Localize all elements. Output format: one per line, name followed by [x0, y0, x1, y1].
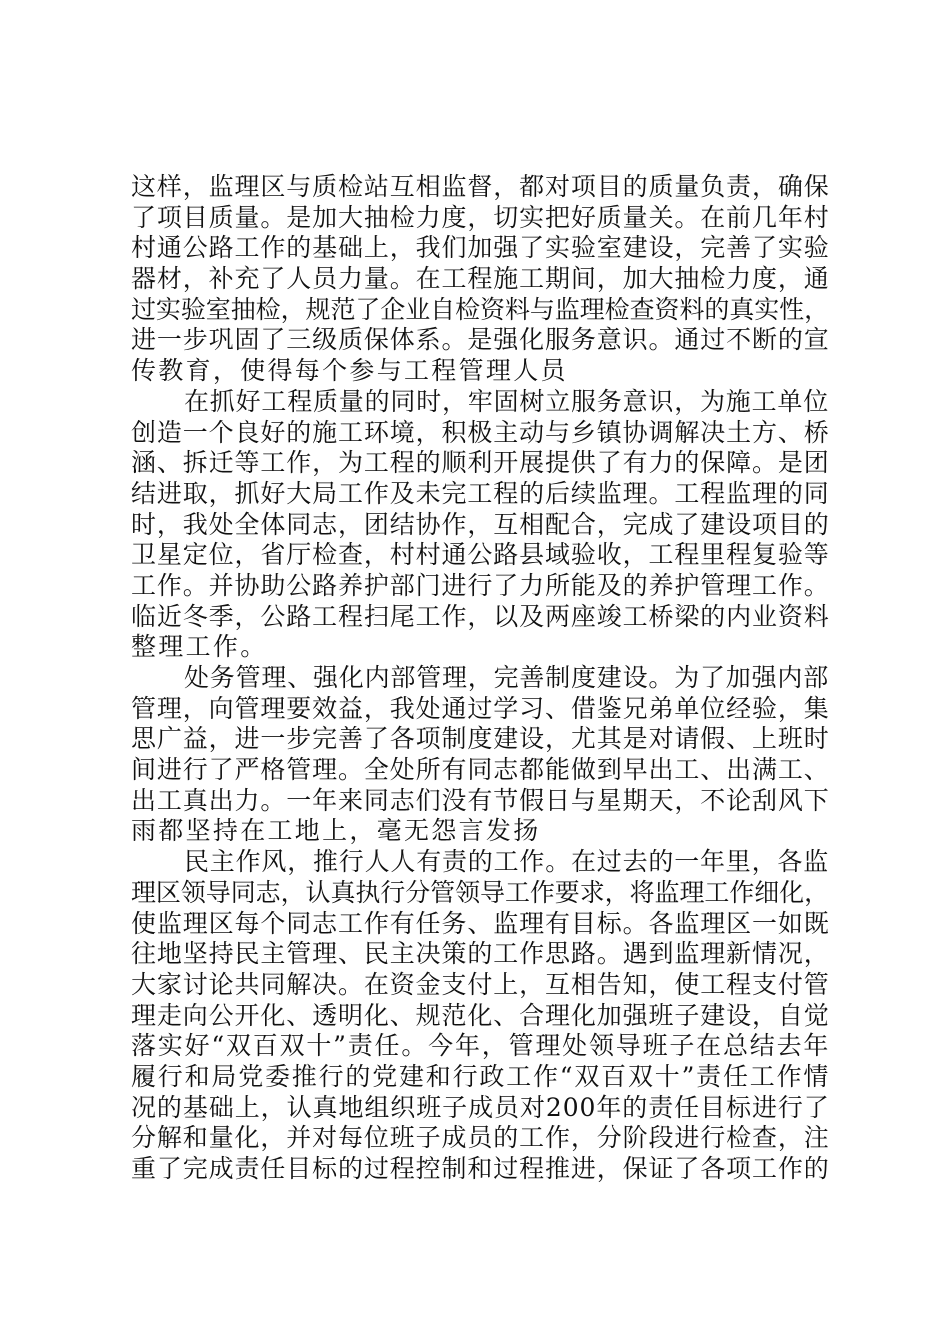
- text-line: 出工真出力。一年来同志们没有节假日与星期天，不论刮风下: [131, 785, 830, 815]
- text-line: 间进行了严格管理。全处所有同志都能做到早出工、出满工、: [131, 755, 830, 785]
- body-text: [131, 172, 831, 1185]
- text-line: 临近冬季，公路工程扫尾工作，以及两座竣工桥梁的内业资料: [131, 601, 830, 631]
- paragraph-first-line: 民主作风，推行人人有责的工作。在过去的一年里，各监: [184, 847, 830, 877]
- text-line: 时，我处全体同志，团结协作，互相配合，完成了建设项目的: [131, 509, 830, 539]
- text-line: 传教育，使得每个参与工程管理人员: [131, 356, 568, 386]
- text-line: 了项目质量。是加大抽检力度，切实把好质量关。在前几年村: [131, 202, 830, 232]
- text-line: 器材，补充了人员力量。在工程施工期间，加大抽检力度，通: [131, 264, 830, 294]
- text-line: 卫星定位，省厅检查，村村通公路县域验收，工程里程复验等: [131, 540, 830, 570]
- text-line: 这样，监理区与质检站互相监督，都对项目的质量负责，确保: [131, 172, 830, 201]
- text-line: 过实验室抽检，规范了企业自检资料与监理检查资料的真实性，: [131, 294, 830, 324]
- text-line: 分解和量化，并对每位班子成员的工作，分阶段进行检查，注: [131, 1123, 830, 1153]
- text-line: 思广益，进一步完善了各项制度建设，尤其是对请假、上班时: [131, 724, 830, 754]
- text-line: 管理，向管理要效益，我处通过学习、借鉴兄弟单位经验，集: [131, 693, 830, 723]
- text-line: 大家讨论共同解决。在资金支付上，互相告知，使工程支付管: [131, 969, 830, 999]
- text-line: 结进取，抓好大局工作及未完工程的后续监理。工程监理的同: [131, 478, 830, 508]
- paragraph-first-line: 在抓好工程质量的同时，牢固树立服务意识，为施工单位: [184, 386, 830, 416]
- text-line: 创造一个良好的施工环境，积极主动与乡镇协调解决土方、桥: [131, 417, 830, 447]
- text-line: 使监理区每个同志工作有任务、监理有目标。各监理区一如既: [131, 908, 830, 938]
- text-line: 落实好“双百双十”责任。今年，管理处领导班子在总结去年: [131, 1031, 831, 1061]
- text-line: 进一步巩固了三级质保体系。是强化服务意识。通过不断的宣: [131, 325, 830, 355]
- paragraph-first-line: 处务管理、强化内部管理，完善制度建设。为了加强内部: [184, 663, 830, 692]
- text-line: 工作。并协助公路养护部门进行了力所能及的养护管理工作。: [131, 570, 830, 600]
- text-line: 履行和局党委推行的党建和行政工作“双百双十”责任工作情: [131, 1061, 831, 1091]
- text-line: 往地坚持民主管理、民主决策的工作思路。遇到监理新情况，: [131, 939, 830, 969]
- text-line: 整理工作。: [131, 632, 268, 662]
- text-line: 理区领导同志，认真执行分管领导工作要求，将监理工作细化，: [131, 877, 830, 907]
- text-line: 涵、拆迁等工作，为工程的顺利开展提供了有力的保障。是团: [131, 448, 830, 478]
- text-line: 理走向公开化、透明化、规范化、合理化加强班子建设，自觉: [131, 1000, 830, 1030]
- text-line: 雨都坚持在工地上，毫无怨言发扬: [131, 816, 541, 846]
- text-line: 重了完成责任目标的过程控制和过程推进，保证了各项工作的: [131, 1154, 830, 1183]
- text-line: 村通公路工作的基础上，我们加强了实验室建设，完善了实验: [131, 233, 830, 263]
- text-line: 况的基础上，认真地组织班子成员对200年的责任目标进行了: [131, 1092, 830, 1122]
